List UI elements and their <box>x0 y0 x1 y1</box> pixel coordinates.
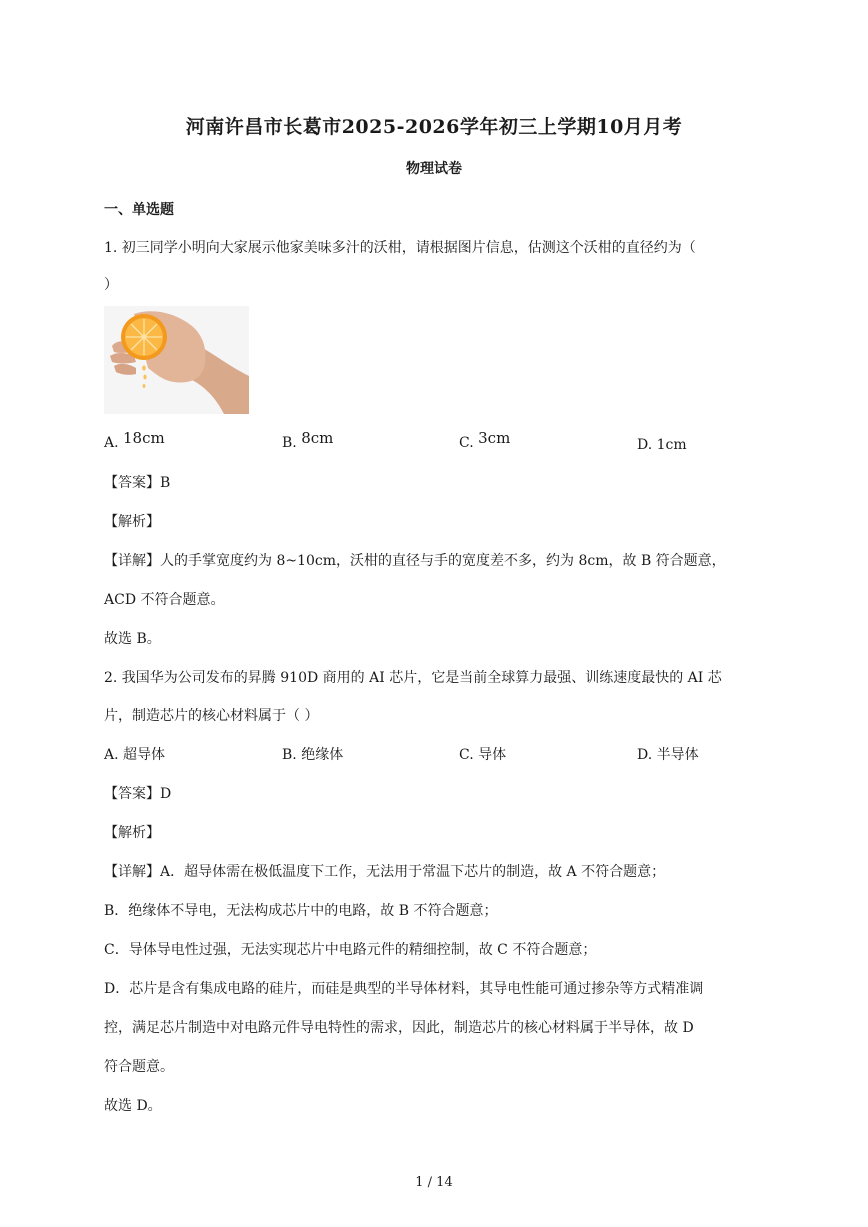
q2-detail-a: 【详解】A．超导体需在极低温度下工作，无法用于常温下芯片的制造，故 A 不符合题意； <box>104 864 666 880</box>
q2-option-a <box>104 745 165 765</box>
q2-option-c-label: C. <box>459 747 474 763</box>
q1-analysis-label: 【解析】 <box>104 514 160 530</box>
q1-option-a-value: 18cm <box>123 429 165 447</box>
q1-option-b <box>282 429 334 453</box>
q2-detail-c: C．导体导电性过强，无法实现芯片中电路元件的精细控制，故 C 不符合题意； <box>104 942 597 958</box>
section-heading: 一、单选题 <box>104 202 174 218</box>
q2-option-b-value: 绝缘体 <box>301 747 344 763</box>
hand-squeezing-orange-image <box>104 306 249 414</box>
q2-conclusion: 故选 D。 <box>104 1098 162 1114</box>
q2-stem-line1: 2. 我国华为公司发布的昇腾 910D 商用的 AI 芯片，它是当前全球算力最强、训练速度最快的 AI 芯 <box>104 670 722 686</box>
q1-detail-line2: ACD 不符合题意。 <box>104 592 225 608</box>
q1-option-b-value: 8cm <box>301 429 334 447</box>
q2-option-a-label: A. <box>104 747 119 763</box>
q1-option-d <box>637 435 687 455</box>
q1-stem-line1: 1. 初三同学小明向大家展示他家美味多汁的沃柑，请根据图片信息，估测这个沃柑的直径约为（ <box>104 240 696 256</box>
q1-option-c <box>459 429 511 453</box>
q1-option-c-label: C. <box>459 435 474 451</box>
q2-option-d-label: D. <box>637 747 653 763</box>
page-number: 1 / 14 <box>415 1175 453 1190</box>
q2-analysis-label: 【解析】 <box>104 825 160 841</box>
q2-option-b-label: B. <box>282 747 297 763</box>
document-subtitle: 物理试卷 <box>406 161 462 177</box>
q2-detail-d-line3: 符合题意。 <box>104 1059 174 1075</box>
q2-option-d-value: 半导体 <box>656 747 699 763</box>
q2-option-a-value: 超导体 <box>123 747 166 763</box>
q1-option-d-label: D. <box>637 437 653 453</box>
q2-option-d <box>637 745 699 765</box>
q1-option-c-value: 3cm <box>478 429 511 447</box>
q1-conclusion: 故选 B。 <box>104 631 161 647</box>
q1-option-a-label: A. <box>104 435 119 451</box>
q2-option-c-value: 导体 <box>478 747 507 763</box>
q2-detail-b: B．绝缘体不导电，无法构成芯片中的电路，故 B 不符合题意； <box>104 903 498 919</box>
q1-option-a <box>104 429 165 453</box>
q2-detail-d-line2: 控，满足芯片制造中对电路元件导电特性的需求，因此，制造芯片的核心材料属于半导体，故 D <box>104 1020 694 1036</box>
q2-option-b <box>282 745 343 765</box>
q1-detail-line1: 【详解】人的手掌宽度约为 8~10cm，沃柑的直径与手的宽度差不多，约为 8cm，故 B 符合题意， <box>104 553 726 569</box>
q1-stem-line2: ） <box>104 277 118 293</box>
document-title: 河南许昌市长葛市2025-2026学年初三上学期10月月考 <box>185 116 683 138</box>
q1-answer: 【答案】B <box>104 475 171 491</box>
q1-option-b-label: B. <box>282 435 297 451</box>
q2-answer: 【答案】D <box>104 786 172 802</box>
q2-option-c <box>459 745 506 765</box>
q2-stem-line2: 片，制造芯片的核心材料属于（ ） <box>104 708 319 724</box>
q1-option-d-value: 1cm <box>656 437 687 453</box>
q2-detail-d-line1: D．芯片是含有集成电路的硅片，而硅是典型的半导体材料，其导电性能可通过掺杂等方式精准调 <box>104 981 704 997</box>
